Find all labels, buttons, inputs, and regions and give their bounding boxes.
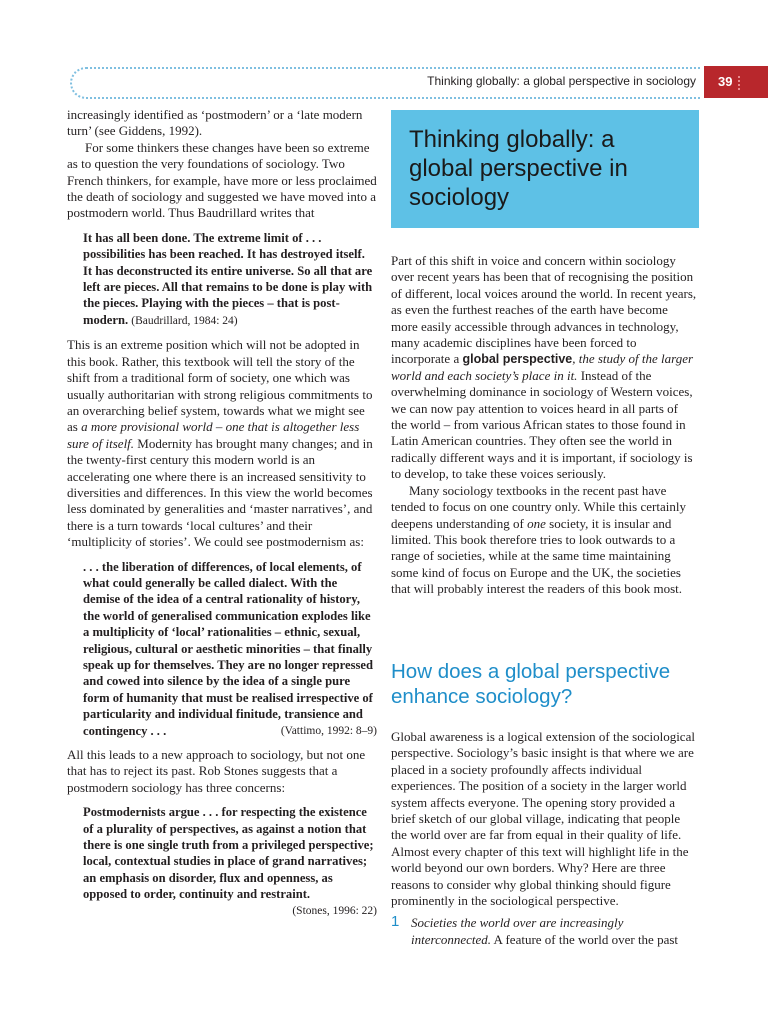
quote-stones-citation: (Stones, 1996: 22) — [292, 904, 377, 917]
right-paragraph-1 — [391, 253, 697, 483]
quote-baudrillard-citation: (Baudrillard, 1984: 24) — [131, 314, 238, 327]
right-paragraph-2-part-b: society, it is insular and limited. This book therefore tries to look outwards to a range of societies, while at the same time maintaining some kind of focus on Europe and the UK, the societies that will probably interest the readers of this book most. — [391, 515, 682, 597]
left-paragraph-3-emphasis: a more provisional world – one that is altogether less sure of itself. — [67, 419, 360, 451]
right-paragraph-2-emphasis: one — [527, 515, 546, 531]
quote-stones — [83, 804, 377, 917]
right-paragraph-1-part-a: Part of this shift in voice and concern within sociology over recent years has been that of recognising the position of different, local voices around the world. In recent years, as even the furthest reaches of the earth have become more easily accessible through advances in technology, many academic disciplines have been forced to incorporate a — [391, 253, 697, 367]
running-header-title: Thinking globally: a global perspective in sociology — [427, 74, 696, 88]
quote-stones-text: Postmodernists argue . . . for respecting the existence of a plurality of perspectives, as against a notion that there is one single truth from a privileged perspective; local, contextual studies in place of grand narratives; an emphasis on disorder, flux and openness, as opposed to order, continuity and restraint. — [83, 805, 374, 902]
section-heading: How does a global perspective enhance sociology? — [391, 660, 671, 708]
left-paragraph-2: For some thinkers these changes have been so extreme as to question the very foundations of sociology. Two French thinkers, for example, have more or less proclaimed the death of sociology and suggested we have moved into a postmodern world. Thus Baudrillard writes that — [67, 139, 377, 221]
quote-baudrillard — [83, 230, 377, 329]
key-term-global-perspective: global perspective — [462, 352, 573, 367]
right-column-upper — [391, 253, 697, 598]
quote-baudrillard-text: It has all been done. The extreme limit of . . . possibilities has been reached. It has destroyed itself. It has deconstructed its entire universe. So all that are left are pieces. All that remains to be done is play with the pieces. Playing with the pieces – that is post-modern. — [83, 230, 373, 327]
quote-vattimo-text: . . . the liberation of differences, of local elements, of what could generally be called dialect. With the demise of the idea of a central rationality of history, the world of generalised communication explodes like a multiplicity of ‘local’ rationalities – ethnic, sexual, religious, cultural or aesthetic minorities – that finally speak up for themselves. They are no longer repressed and cowed into silence by the idea of a single pure form of humanity that must be realised irrespective of particularity and individual finitude, transience and contingency . . . — [83, 559, 374, 738]
left-paragraph-3-part-a: This is an extreme position which will not be adopted in this book. Rather, this textbook will tell the story of the shift from a traditional form of society, one which was usually authoritarian with strong religious commitments to an overarching belief system, towards what we might see as — [67, 337, 373, 435]
numbered-item-1 — [391, 915, 697, 948]
section-title: Thinking globally: a global perspective in sociology — [409, 126, 628, 211]
section-paragraph-1: Global awareness is a logical extension of the sociological perspective. Sociology’s basic insight is that where we are placed in a society profoundly affects individual experiences. The position of a society in the larger world system affects everyone. The opening story provided a brief sketch of our global village, indicating that people the world over are far from equal in their quality of life. Almost every chapter of this text will highlight life in the world beyond our own borders. Why? Here are three reasons to consider why global thinking should figure prominently in the sociological perspective. — [391, 729, 695, 909]
left-paragraph-1: increasingly identified as ‘postmodern’ or a ‘late modern turn’ (see Giddens, 1992). — [67, 107, 363, 139]
section-title-box — [391, 110, 699, 228]
quote-vattimo — [83, 559, 377, 739]
left-column — [67, 107, 377, 919]
key-term-definition: , the study of the larger world and each society’s place in it. — [391, 351, 694, 383]
right-paragraph-2-part-a: Many sociology textbooks in the recent past have tended to focus on one country only. While this certainly deepens understanding of — [391, 482, 686, 531]
page-number: 39 — [718, 74, 733, 89]
right-paragraph-2 — [391, 483, 697, 598]
left-paragraph-3-part-b: Modernity has brought many changes; and in the twenty-first century this modern world is an accelerating one where there is an increased sensitivity to diversities and differences. In this view the world becomes less dominated by generalities and ‘master narratives’, and there is a turn towards ‘local cultures’ and their ‘multiplicity of stories’. We could see postmodernism as: — [67, 435, 373, 550]
page-tab-dots — [738, 76, 742, 90]
right-paragraph-1-part-b: Instead of the overwhelming dominance in sociology of Western voices, we can now pay attention to voices heard in all parts of the world – from various African states to those found in Latin American countries. They often see the world in radically different ways and it is important, if sociology is to develop, to take these voices seriously. — [391, 367, 693, 482]
numbered-item-1-emphasis: Societies the world over are increasingly interconnected. — [411, 915, 624, 947]
numbered-item-1-text: A feature of the world over the past — [491, 931, 679, 947]
numbered-item-1-number: 1 — [391, 913, 400, 931]
page-number-tab — [704, 66, 768, 98]
left-paragraph-4: All this leads to a new approach to sociology, but not one that has to reject its past. Rob Stones suggests that a postmodern sociology has three concerns: — [67, 747, 366, 795]
left-paragraph-3 — [67, 337, 377, 550]
quote-vattimo-citation: (Vattimo, 1992: 8–9) — [280, 724, 377, 737]
right-column-lower — [391, 729, 697, 948]
